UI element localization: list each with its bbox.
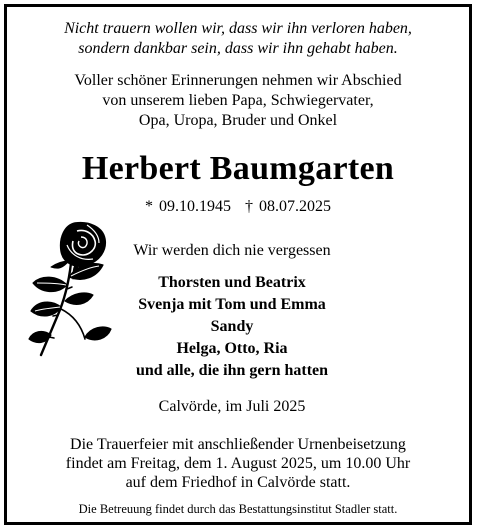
- intro-line-2: von unserem lieben Papa, Schwiegervater,: [102, 92, 374, 109]
- service-line-2: findet am Freitag, dem 1. August 2025, um 10.00 Uhr: [65, 455, 411, 472]
- service-info: [7, 435, 469, 492]
- mourner-line: Thorsten und Beatrix: [158, 274, 306, 291]
- intro-line-1: Voller schöner Erinnerungen nehmen wir Abschied: [74, 72, 402, 89]
- service-line-3: auf dem Friedhof in Calvörde statt.: [125, 474, 351, 491]
- mourner-line: Helga, Otto, Ria: [176, 340, 288, 357]
- obituary-card: [4, 4, 472, 525]
- quote: [7, 19, 469, 59]
- birth-date: * 09.10.1945: [145, 198, 231, 215]
- undertaker-note: Die Betreuung findet durch das Bestattungsinstitut Stadler statt.: [78, 502, 398, 516]
- farewell-line: Wir werden dich nie vergessen: [133, 242, 331, 259]
- quote-line-1: Nicht trauern wollen wir, dass wir ihn verloren haben,: [64, 20, 412, 37]
- mourner-line: und alle, die ihn gern hatten: [135, 362, 329, 379]
- intro-text: [7, 71, 469, 131]
- quote-line-2: sondern dankbar sein, dass wir ihn gehabt haben.: [78, 40, 398, 57]
- mourner-line: Svenja mit Tom und Emma: [138, 296, 326, 313]
- intro-line-3: Opa, Uropa, Bruder und Onkel: [138, 112, 338, 129]
- life-dates: [7, 197, 469, 217]
- deceased-name: Herbert Baumgarten: [81, 150, 395, 187]
- place-and-date: Calvörde, im Juli 2025: [158, 398, 306, 415]
- rose-icon: [27, 219, 117, 359]
- death-date: † 08.07.2025: [245, 198, 331, 215]
- mourners-list: [107, 272, 357, 382]
- mourner-line: Sandy: [210, 318, 254, 335]
- service-line-1: Die Trauerfeier mit anschließender Urnenbeisetzung: [70, 436, 406, 453]
